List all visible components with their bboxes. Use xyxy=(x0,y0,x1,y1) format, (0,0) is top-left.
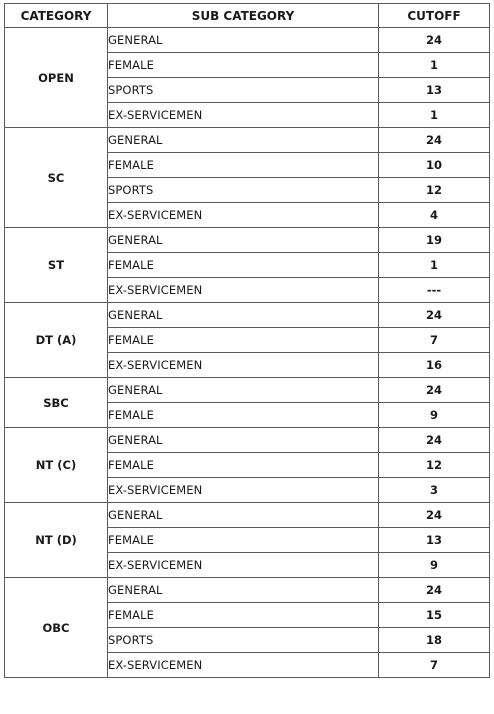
cutoff-cell: 13 xyxy=(379,528,490,553)
cutoff-table xyxy=(4,3,490,678)
cutoff-cell: 3 xyxy=(379,478,490,503)
category-cell: SBC xyxy=(5,378,108,428)
category-cell: DT (A) xyxy=(5,303,108,378)
cutoff-cell: 24 xyxy=(379,503,490,528)
sub-category-cell: SPORTS xyxy=(108,178,379,203)
cutoff-cell: 1 xyxy=(379,253,490,278)
cutoff-cell: 24 xyxy=(379,28,490,53)
sub-category-cell: FEMALE xyxy=(108,53,379,78)
sub-category-cell: SPORTS xyxy=(108,78,379,103)
table-row xyxy=(5,578,490,603)
table-row xyxy=(5,428,490,453)
sub-category-cell: GENERAL xyxy=(108,28,379,53)
table-row xyxy=(5,228,490,253)
table-body xyxy=(5,28,490,678)
sub-category-cell: GENERAL xyxy=(108,378,379,403)
sub-category-cell: EX-SERVICEMEN xyxy=(108,553,379,578)
cutoff-cell: 18 xyxy=(379,628,490,653)
sub-category-cell: FEMALE xyxy=(108,528,379,553)
sub-category-cell: EX-SERVICEMEN xyxy=(108,478,379,503)
cutoff-cell: 15 xyxy=(379,603,490,628)
cutoff-cell: 7 xyxy=(379,653,490,678)
category-cell: NT (D) xyxy=(5,503,108,578)
cutoff-cell: 12 xyxy=(379,178,490,203)
sub-category-cell: GENERAL xyxy=(108,428,379,453)
sub-category-cell: FEMALE xyxy=(108,328,379,353)
sub-category-cell: EX-SERVICEMEN xyxy=(108,203,379,228)
header-row xyxy=(5,4,490,28)
category-cell: SC xyxy=(5,128,108,228)
cutoff-cell: 24 xyxy=(379,378,490,403)
cutoff-cell: 9 xyxy=(379,553,490,578)
header-category: CATEGORY xyxy=(5,4,108,28)
cutoff-cell: 13 xyxy=(379,78,490,103)
sub-category-cell: GENERAL xyxy=(108,228,379,253)
sub-category-cell: EX-SERVICEMEN xyxy=(108,653,379,678)
sub-category-cell: FEMALE xyxy=(108,153,379,178)
sub-category-cell: GENERAL xyxy=(108,303,379,328)
cutoff-cell: 4 xyxy=(379,203,490,228)
category-cell: ST xyxy=(5,228,108,303)
cutoff-cell: 10 xyxy=(379,153,490,178)
table-row xyxy=(5,28,490,53)
header-sub-category: SUB CATEGORY xyxy=(108,4,379,28)
cutoff-cell: 12 xyxy=(379,453,490,478)
table-row xyxy=(5,303,490,328)
cutoff-cell: 24 xyxy=(379,303,490,328)
category-cell: OPEN xyxy=(5,28,108,128)
cutoff-cell: 16 xyxy=(379,353,490,378)
sub-category-cell: FEMALE xyxy=(108,253,379,278)
cutoff-cell: 9 xyxy=(379,403,490,428)
sub-category-cell: GENERAL xyxy=(108,128,379,153)
category-cell: NT (C) xyxy=(5,428,108,503)
header-cutoff: CUTOFF xyxy=(379,4,490,28)
sub-category-cell: FEMALE xyxy=(108,403,379,428)
cutoff-cell: --- xyxy=(379,278,490,303)
cutoff-cell: 1 xyxy=(379,53,490,78)
category-cell: OBC xyxy=(5,578,108,678)
table-row xyxy=(5,503,490,528)
cutoff-cell: 24 xyxy=(379,128,490,153)
table-row xyxy=(5,128,490,153)
cutoff-cell: 24 xyxy=(379,428,490,453)
sub-category-cell: SPORTS xyxy=(108,628,379,653)
table-row xyxy=(5,378,490,403)
cutoff-cell: 24 xyxy=(379,578,490,603)
sub-category-cell: FEMALE xyxy=(108,453,379,478)
cutoff-cell: 7 xyxy=(379,328,490,353)
sub-category-cell: GENERAL xyxy=(108,503,379,528)
sub-category-cell: FEMALE xyxy=(108,603,379,628)
sub-category-cell: EX-SERVICEMEN xyxy=(108,278,379,303)
sub-category-cell: EX-SERVICEMEN xyxy=(108,103,379,128)
cutoff-cell: 1 xyxy=(379,103,490,128)
sub-category-cell: GENERAL xyxy=(108,578,379,603)
cutoff-cell: 19 xyxy=(379,228,490,253)
sub-category-cell: EX-SERVICEMEN xyxy=(108,353,379,378)
